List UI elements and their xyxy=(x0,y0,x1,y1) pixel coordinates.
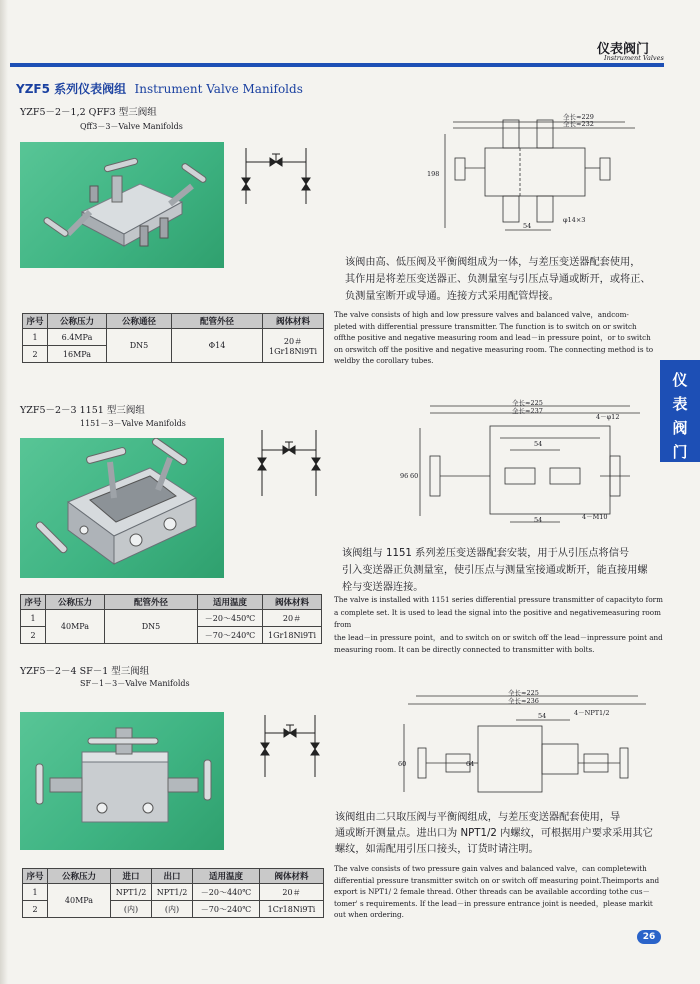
item1-dim-height: 198 xyxy=(427,170,440,178)
col-header: 阀体材料 xyxy=(263,314,324,329)
item1-dim-overall2: 全长≈232 xyxy=(563,120,594,128)
header-subtitle: Instrument Valves xyxy=(604,54,664,62)
item2-model-en: 1151－3－Valve Manifolds xyxy=(80,419,186,428)
col-header: 阀体材料 xyxy=(263,595,322,610)
item3-dim-54: 54 xyxy=(538,712,547,720)
section-title-en: Instrument Valve Manifolds xyxy=(134,82,303,96)
item1-model: YZF5－2－1,2 QFF3 型三阀组 xyxy=(20,107,157,118)
side-tab-char: 仪 xyxy=(672,371,688,389)
side-tab-char: 表 xyxy=(672,395,688,413)
item3-dim-overall1: 全长≈225 xyxy=(508,689,539,697)
item3-dim-overall2: 全长≈236 xyxy=(508,697,539,705)
col-header: 公称压力 xyxy=(48,869,111,884)
side-tab-label xyxy=(660,368,700,464)
side-tab-char: 门 xyxy=(672,443,688,461)
item2-spec-table xyxy=(20,594,322,644)
col-header: 适用温度 xyxy=(193,869,260,884)
col-header: 配管外径 xyxy=(105,595,198,610)
page-number: 26 xyxy=(637,930,661,944)
item3-model-en: SF－1－3－Valve Manifolds xyxy=(80,679,190,688)
col-header: 出口 xyxy=(152,869,193,884)
item1-desc-cn: 该阀由高、低压阀及平衡阀组成为一体，与差压变送器配套使用， 其作用是将差压变送器正、负测量室与引压点导通或断开，或将正、 负测量室断开或导通。连接方式采用配管焊接。 xyxy=(345,257,651,302)
col-header: 序号 xyxy=(21,595,46,610)
item2-desc-cn: 该阀组与 1151 系列差压变送器配套安装，用于从引压点将信号 引入变送器正负测量室，使引压点与测量室接通或断开，能直接用螺 栓与变送器连接。 xyxy=(342,548,648,593)
table-row: 1 6.4MPa DN5 Φ14 20＃ 1Gr18Ni9Ti xyxy=(23,329,324,346)
item3-photo xyxy=(20,712,224,850)
col-header: 序号 xyxy=(23,869,48,884)
item3-schematic xyxy=(255,713,327,783)
col-header: 公称压力 xyxy=(48,314,107,329)
item3-dim-64: 64 xyxy=(466,760,475,768)
col-header: 进口 xyxy=(111,869,152,884)
item2-dim-60: 60 xyxy=(410,472,419,480)
section-title xyxy=(16,80,303,97)
item1-desc-en: The valve consists of high and low pressure valves and balanced valve，andcom- pleted with differential pressure transmitter. The function is to switch on or switch offthe positive and negative measuring room and lead－in pressure point，or to switch on orswitch off the positive and negative measuring room. The connecting method is to weldby the corollary tubes. xyxy=(334,310,654,365)
item1-spec-table xyxy=(22,313,324,363)
item2-dim-54a: 54 xyxy=(534,440,543,448)
header-rule xyxy=(10,63,664,67)
item3-spec-table xyxy=(22,868,324,918)
item3-drawing xyxy=(398,684,650,808)
table-row: 1 40MPa NPT1/2 NPT1/2 －20～440℃ 20＃ xyxy=(23,884,324,901)
col-header: 公称通径 xyxy=(107,314,172,329)
item1-photo xyxy=(20,142,224,268)
item2-photo xyxy=(20,438,224,578)
item1-dim-overall1: 全长≈229 xyxy=(563,113,594,121)
header-title: 仪表阀门 xyxy=(597,42,650,57)
item3-dim-thread: 4－NPT1/2 xyxy=(574,709,610,717)
item1-drawing xyxy=(425,108,655,242)
item2-model: YZF5－2－3 1151 型三阀组 xyxy=(20,405,145,416)
item3-model: YZF5－2－4 SF－1 型三阀组 xyxy=(20,666,150,677)
table-row: 2 (内) (内) －70～240℃ 1Cr18Ni9Ti xyxy=(23,901,324,918)
item1-schematic xyxy=(232,146,322,210)
side-tab-char: 阀 xyxy=(672,419,688,437)
col-header: 适用温度 xyxy=(198,595,263,610)
binding-shadow xyxy=(0,0,8,984)
item3-dim-60: 60 xyxy=(398,760,407,768)
table-row: 2 16MPa xyxy=(23,346,324,363)
item2-dim-54b: 54 xyxy=(534,516,543,524)
item1-model-en: Qff3－3－Valve Manifolds xyxy=(80,122,183,131)
item2-desc-en: The valve is installed with 1151 series differential pressure transmitter of capacityto form a complete set. It is used to lead the signal into the positive and negativemeasuring room from the lead－in pressure point，and to switch on or switch off the lead－inpressure point and measuring room. It can be directly connected to transmitter with bolts. xyxy=(334,595,663,654)
col-header: 公称压力 xyxy=(46,595,105,610)
item2-dim-hole: 4－φ12 xyxy=(596,413,620,421)
col-header: 阀体材料 xyxy=(260,869,324,884)
item2-dim-96: 96 xyxy=(400,472,409,480)
side-tab xyxy=(660,360,700,462)
item2-schematic xyxy=(250,428,330,502)
item1-dim-base: 54 xyxy=(523,222,532,230)
section-title-cn: YZF5 系列仪表阀组 xyxy=(16,82,127,96)
table-row: 1 40MPa DN5 －20～450℃ 20＃ xyxy=(21,610,322,627)
col-header: 序号 xyxy=(23,314,48,329)
item2-dim-overall2: 全长≈237 xyxy=(512,407,543,415)
item2-drawing xyxy=(400,398,650,532)
item2-dim-m10: 4－M10 xyxy=(582,513,608,521)
item1-dim-hole: φ14×3 xyxy=(563,216,586,224)
item3-desc-cn: 该阀组由二只取压阀与平衡阀组成，与差压变送器配套使用，导 通或断开测量点。进出口为 NPT1/2 内螺纹，可根据用户要求采用其它 螺纹，如需配用引压口接头，订货时请注明。 xyxy=(335,812,653,855)
col-header: 配管外径 xyxy=(172,314,263,329)
item2-dim-overall1: 全长≈225 xyxy=(512,399,543,407)
table-row: 2 －70～240℃ 1Gr18Ni9Ti xyxy=(21,627,322,644)
item3-desc-en: The valve consists of two pressure gain valves and balanced valve，can completewith differential pressure transmitter switch on or switch off measuring point.Theimports and export is NPT1/ 2 female thread. Other threads can be available according tothe cus－ tomer' s requirements. If the lead－in pressure entrance joint is needed，please markit out when ordering. xyxy=(334,864,660,919)
